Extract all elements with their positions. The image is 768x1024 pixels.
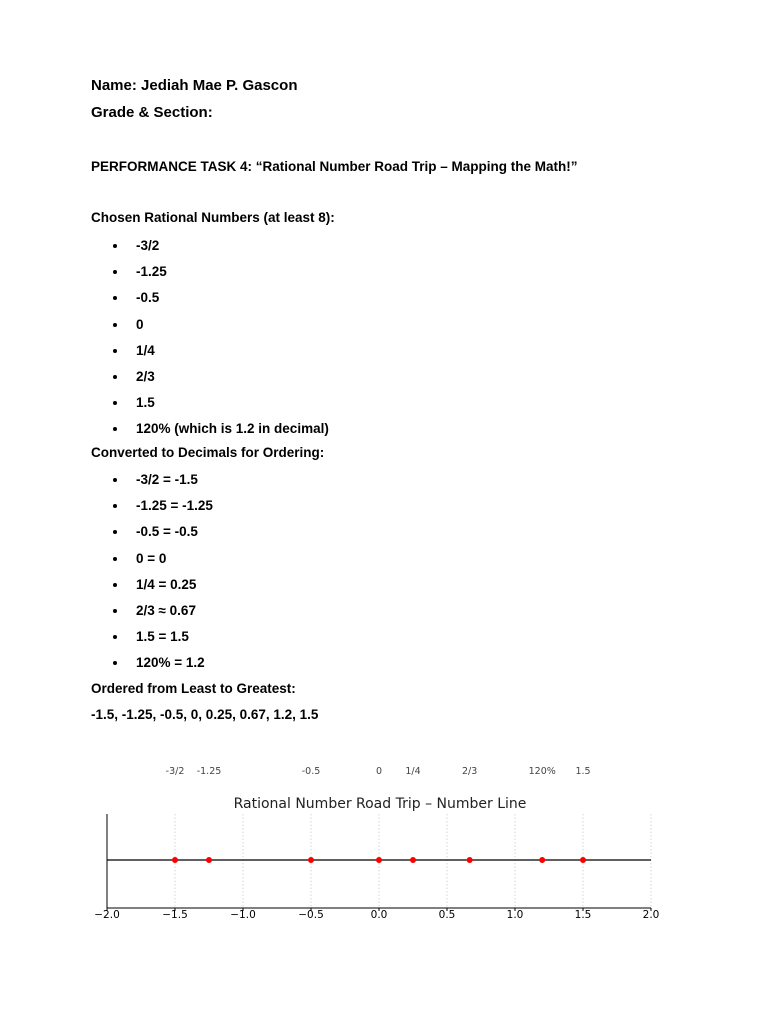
data-point [376,857,382,863]
number-line-svg [88,758,668,926]
list-item-text: 0 [136,316,144,332]
bullet-icon [113,401,117,405]
bullet-icon [113,635,117,639]
list-item [91,601,213,627]
x-tick-label: 1.5 [574,909,592,921]
data-point [539,857,545,863]
marks-layer [107,857,651,863]
list-item-text: 2/3 [136,368,155,384]
bullet-icon [113,296,117,300]
list-item [91,575,213,601]
bullet-icon [113,583,117,587]
bullet-icon [113,427,117,431]
x-tick-label: −2.0 [94,909,120,921]
x-tick-label: 2.0 [642,909,660,921]
list-item-text: 120% (which is 1.2 in decimal) [136,421,329,437]
list-item [91,288,329,314]
chart-title: Rational Number Road Trip – Number Line [233,796,527,812]
list-item [91,470,213,496]
labels-layer [166,766,591,777]
data-point-label: 2/3 [462,766,478,777]
list-item [91,262,329,288]
bullet-icon [113,244,117,248]
axes-layer [94,814,659,921]
data-point-label: -1.25 [196,766,222,777]
list-item-text: -0.5 [136,290,160,306]
grade-section-label: Grade & Section: [91,104,213,121]
list-item [91,367,329,393]
data-point-label: 1/4 [405,766,421,777]
data-point [467,857,473,863]
data-point-label: 1.5 [575,766,591,777]
list-item-text: -3/2 = -1.5 [136,472,198,487]
x-tick-label: 0.0 [370,909,388,921]
list-item [91,393,329,419]
list-item [91,549,213,575]
bullet-icon [113,349,117,353]
bullet-icon [113,557,117,561]
data-point [206,857,212,863]
bullet-icon [113,609,117,613]
x-tick-label: −1.5 [162,909,188,921]
x-tick-label: 0.5 [438,909,456,921]
list-item-text: 0 = 0 [136,550,167,566]
data-point-label: -3/2 [165,766,185,777]
list-item [91,653,213,679]
data-point-label: 0 [375,766,383,777]
task-title: PERFORMANCE TASK 4: “Rational Number Road Trip – Mapping the Math!” [91,159,578,174]
bullet-icon [113,504,117,508]
list-item-text: -1.25 = -1.25 [136,498,213,514]
list-item [91,496,213,522]
list-item [91,627,213,653]
ordered-values: -1.5, -1.25, -0.5, 0, 0.25, 0.67, 1.2, 1.5 [91,707,319,722]
student-name: Name: Jediah Mae P. Gascon [91,77,298,94]
list-item [91,315,329,341]
chosen-numbers-heading: Chosen Rational Numbers (at least 8): [91,210,335,225]
list-item-text: 1.5 [136,395,155,411]
bullet-icon [113,661,117,665]
data-point [308,857,314,863]
list-item [91,341,329,367]
bullet-icon [113,270,117,274]
data-point-label: -0.5 [301,766,321,777]
converted-list [91,470,213,680]
x-tick-label: 1.0 [506,909,524,921]
list-item [91,522,213,548]
list-item-text: 1/4 [136,342,155,358]
bullet-icon [113,375,117,379]
list-item-text: 2/3 ≈ 0.67 [136,602,196,618]
list-item-text: 1/4 = 0.25 [136,576,197,592]
data-point [580,857,586,863]
x-tick-label: −0.5 [298,909,324,921]
bullet-icon [113,323,117,327]
list-item [91,419,329,445]
ordered-heading: Ordered from Least to Greatest: [91,681,296,696]
list-item-text: -3/2 [136,238,160,253]
list-item-text: 1.5 = 1.5 [136,629,189,645]
list-item-text: -0.5 = -0.5 [136,524,198,540]
data-point-label: 120% [528,766,556,777]
number-line-chart [88,758,668,926]
list-item [91,236,329,262]
chosen-numbers-list [91,236,329,446]
x-tick-label: −1.0 [230,909,256,921]
bullet-icon [113,478,117,482]
data-point [410,857,416,863]
converted-heading: Converted to Decimals for Ordering: [91,445,325,460]
list-item-text: -1.25 [136,264,167,280]
list-item-text: 120% = 1.2 [136,655,205,671]
bullet-icon [113,530,117,534]
data-point [172,857,178,863]
